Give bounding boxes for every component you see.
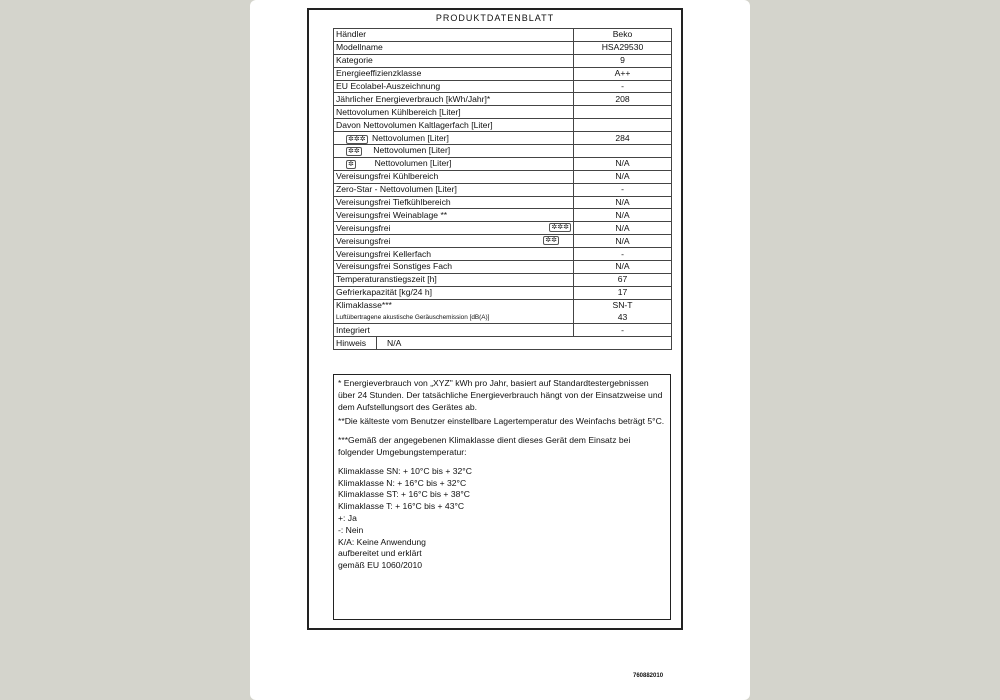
row-value: N/A xyxy=(574,209,672,222)
row-label: Davon Nettovolumen Kaltlagerfach [Liter] xyxy=(334,119,574,132)
footnotes-box xyxy=(333,374,671,620)
table-row xyxy=(334,209,672,222)
table-row xyxy=(334,312,672,324)
note-climate-t: Klimaklasse T: + 16°C bis + 43°C xyxy=(338,501,465,512)
row-label: Luftübertragene akustische Geräuschemission [dB(A)] xyxy=(334,312,574,324)
table-row xyxy=(334,132,672,145)
row-value: 67 xyxy=(574,273,672,286)
row-label: Modellname xyxy=(334,41,574,54)
table-row xyxy=(334,157,672,170)
row-label: Nettovolumen [Liter] xyxy=(373,145,451,156)
table-row xyxy=(334,183,672,196)
row-label: Energieeffizienzklasse xyxy=(334,67,574,80)
row-label: Händler xyxy=(334,29,574,42)
row-value: - xyxy=(574,183,672,196)
row-label: Zero-Star - Nettovolumen [Liter] xyxy=(334,183,574,196)
row-label: Vereisungsfrei Sonstiges Fach xyxy=(334,261,574,274)
row-value: N/A xyxy=(574,196,672,209)
table-row xyxy=(334,196,672,209)
row-value xyxy=(574,119,672,132)
sheet-title: PRODUKTDATENBLATT xyxy=(435,13,555,23)
legend-no: -: Nein xyxy=(338,524,364,535)
row-value: A++ xyxy=(574,67,672,80)
row-value: N/A xyxy=(574,222,672,235)
table-row xyxy=(334,54,672,67)
table-row xyxy=(334,170,672,183)
row-value: - xyxy=(574,80,672,93)
table-row xyxy=(334,261,672,274)
note-wine: **Die kälteste vom Benutzer einstellbare Lagertemperatur des Weinfachs beträgt 5°C. xyxy=(338,416,665,427)
table-row xyxy=(334,80,672,93)
row-value: N/A xyxy=(574,261,672,274)
row-label: Nettovolumen Kühlbereich [Liter] xyxy=(334,106,574,119)
row-value: Beko xyxy=(574,29,672,42)
table-row xyxy=(334,248,672,261)
row-label: Temperaturanstiegszeit [h] xyxy=(334,273,574,286)
row-label: Nettovolumen [Liter] xyxy=(374,158,452,169)
note-climate-sn: Klimaklasse SN: + 10°C bis + 32°C xyxy=(338,465,472,476)
two-star-icon: ✲✲ xyxy=(348,148,360,156)
row-label: Kategorie xyxy=(334,54,574,67)
table-row xyxy=(334,299,672,311)
hinweis-label: Hinweis xyxy=(334,337,377,349)
row-value: N/A xyxy=(574,235,672,248)
table-row xyxy=(334,119,672,132)
row-label: Vereisungsfrei Weinablage ** xyxy=(334,209,574,222)
legend-yes: +: Ja xyxy=(338,512,357,523)
document-page xyxy=(250,0,750,700)
table-row xyxy=(334,337,672,350)
table-row xyxy=(334,29,672,42)
row-value: - xyxy=(574,248,672,261)
row-label: Vereisungsfrei Kellerfach xyxy=(334,248,574,261)
row-value: 17 xyxy=(574,286,672,299)
table-row xyxy=(334,235,672,248)
table-row xyxy=(334,106,672,119)
row-value: N/A xyxy=(574,157,672,170)
document-code: 760882010 xyxy=(633,673,664,679)
row-label: Integriert xyxy=(334,324,574,337)
three-star-icon: ✲✲✲ xyxy=(551,223,569,231)
row-value: - xyxy=(574,324,672,337)
note-climate-n: Klimaklasse N: + 16°C bis + 32°C xyxy=(338,477,467,488)
row-value xyxy=(574,106,672,119)
two-star-icon: ✲✲ xyxy=(545,236,557,244)
row-value: HSA29530 xyxy=(574,41,672,54)
row-label: Vereisungsfrei Kühlbereich xyxy=(334,170,574,183)
note-energy: * Energieverbrauch von „XYZ" kWh pro Jahr, basiert auf Standardtestergebnissen über 24 Stunden. Der tatsächliche Energieverbrauch hängt von der Einsatzweise und dem Aufstellungsort des Gerätes ab. xyxy=(338,378,663,412)
table-row xyxy=(334,67,672,80)
data-sheet-frame xyxy=(307,8,683,630)
row-value: N/A xyxy=(574,170,672,183)
row-label: Klimaklasse*** xyxy=(334,299,574,311)
table-row xyxy=(334,324,672,337)
note-regulation: gemäß EU 1060/2010 xyxy=(338,560,423,571)
table-row xyxy=(334,286,672,299)
row-label: Gefrierkapazität [kg/24 h] xyxy=(334,286,574,299)
one-star-icon: ✲ xyxy=(348,161,354,169)
hinweis-value: N/A xyxy=(387,337,402,348)
spec-table xyxy=(333,28,672,350)
row-label: Vereisungsfrei xyxy=(336,235,391,246)
row-label: Jährlicher Energieverbrauch [kWh/Jahr]* xyxy=(334,93,574,106)
row-label: Vereisungsfrei xyxy=(336,222,391,233)
row-value: 208 xyxy=(574,93,672,106)
table-row xyxy=(334,222,672,235)
row-label: Nettovolumen [Liter] xyxy=(372,132,449,143)
note-climate-st: Klimaklasse ST: + 16°C bis + 38°C xyxy=(338,489,471,500)
row-value: SN-T xyxy=(574,299,672,311)
row-label: EU Ecolabel-Auszeichnung xyxy=(334,80,574,93)
table-row xyxy=(334,145,672,158)
legend-na: K/A: Keine Anwendung xyxy=(338,536,426,547)
row-value: 284 xyxy=(574,132,672,145)
table-row xyxy=(334,93,672,106)
note-climate-intro: ***Gemäß der angegebenen Klimaklasse dient dieses Gerät dem Einsatz bei folgender Umgebungstemperatur: xyxy=(338,435,631,457)
row-label: Vereisungsfrei Tiefkühlbereich xyxy=(334,196,574,209)
note-prepared: aufbereitet und erklärt xyxy=(338,548,422,559)
row-value: 43 xyxy=(574,312,672,324)
three-star-icon: ✲✲✲ xyxy=(348,135,366,143)
table-row xyxy=(334,41,672,54)
table-row xyxy=(334,273,672,286)
row-value xyxy=(574,145,672,158)
row-value: 9 xyxy=(574,54,672,67)
